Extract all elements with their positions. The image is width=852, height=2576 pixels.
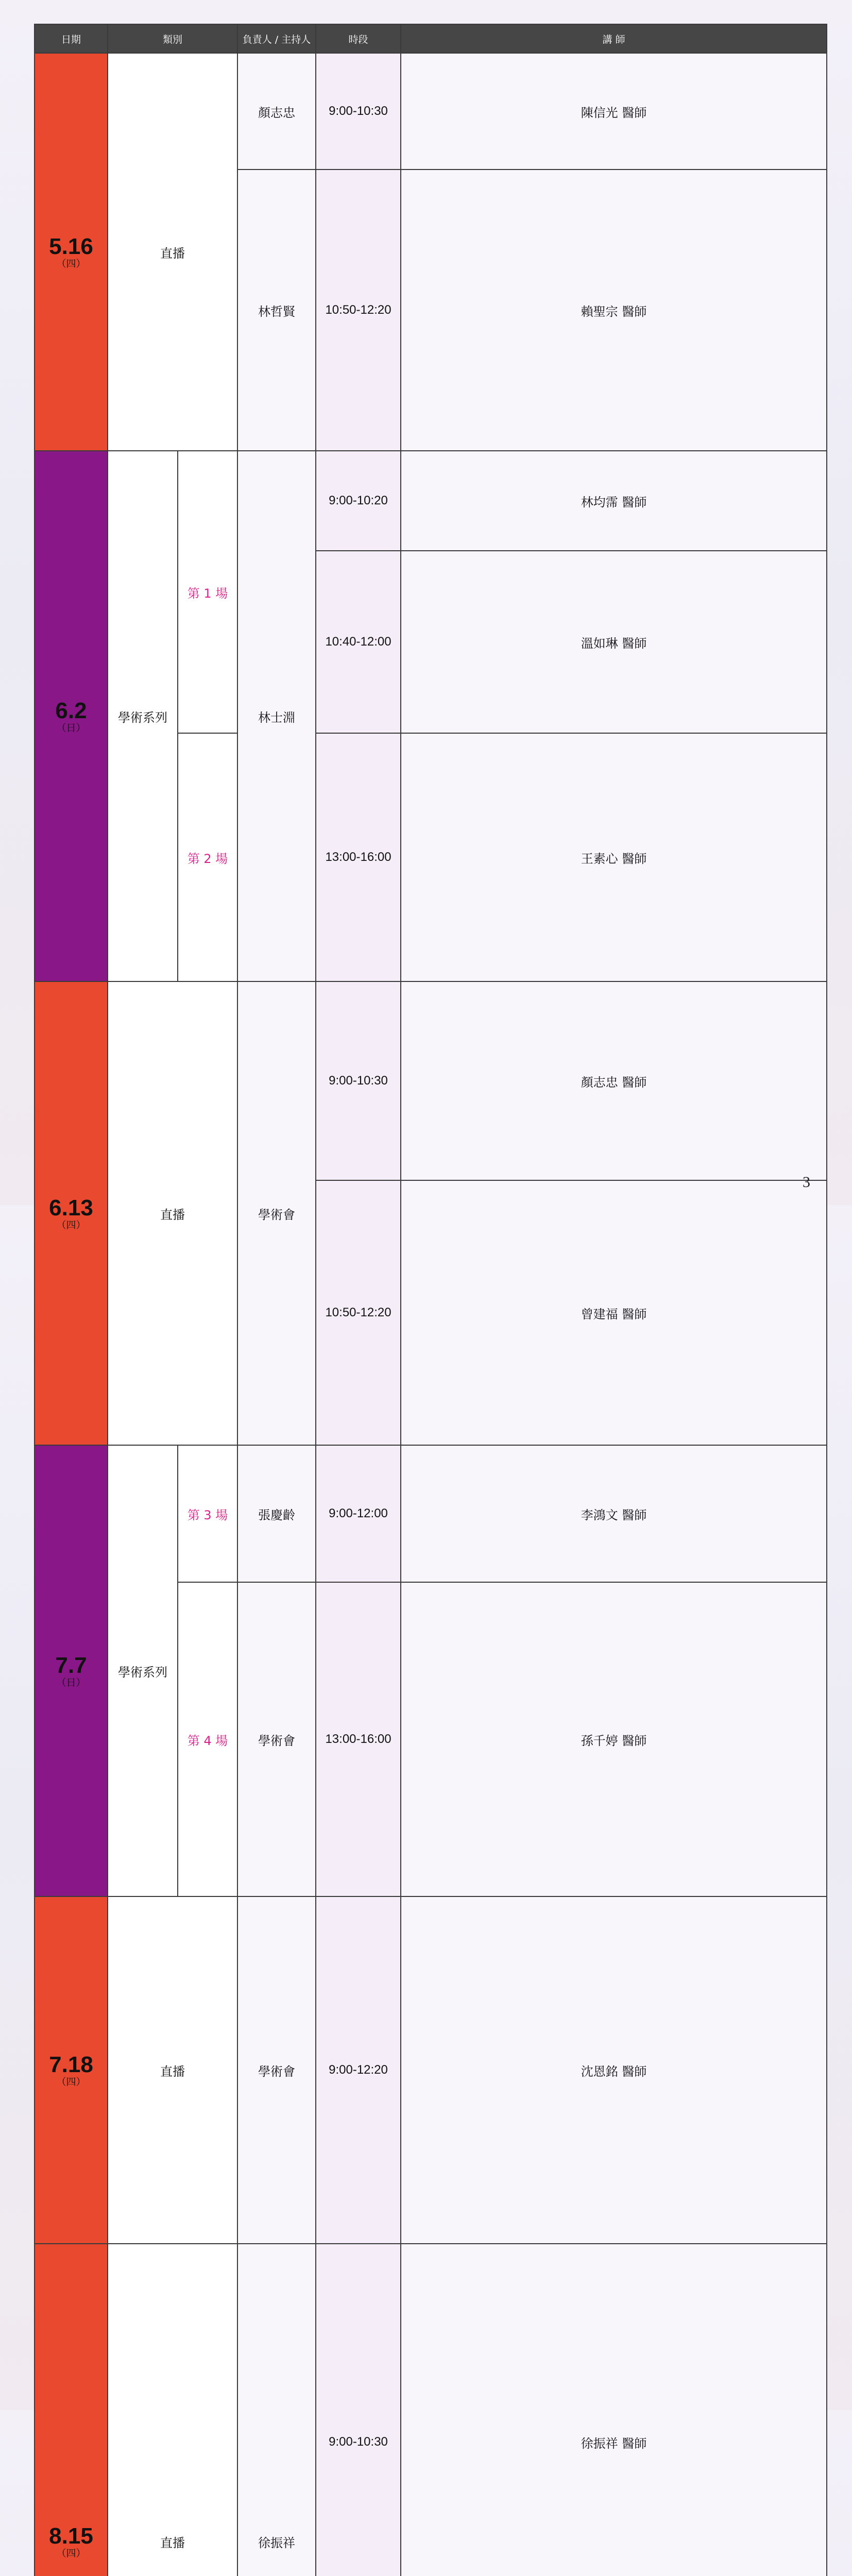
weekday-label: （日） <box>56 1677 86 1688</box>
category-cell: 學術系列 <box>108 1445 178 1896</box>
table-row <box>35 1896 827 2244</box>
header-speaker: 講 師 <box>401 24 827 53</box>
host-cell: 學術會 <box>237 981 316 1445</box>
date-label: 6.2 <box>55 698 87 723</box>
host-cell: 學術會 <box>237 1896 316 2244</box>
date-cell <box>35 2244 108 2576</box>
time-cell: 10:40-12:00 <box>316 551 401 733</box>
speaker-cell: 陳信光 醫師 <box>401 53 827 170</box>
date-label: 6.13 <box>49 1195 93 1221</box>
schedule-body <box>35 53 827 2576</box>
date-cell <box>35 53 108 451</box>
time-cell: 10:50-12:20 <box>316 170 401 451</box>
session-cell: 第 4 場 <box>178 1582 237 1896</box>
host-cell: 徐振祥 <box>237 2244 316 2576</box>
date-label: 8.15 <box>49 2523 93 2549</box>
table-row <box>35 53 827 170</box>
date-label: 5.16 <box>49 234 93 259</box>
time-cell: 9:00-10:20 <box>316 451 401 551</box>
table-row <box>35 1445 827 1582</box>
category-cell: 直播 <box>108 2244 237 2576</box>
time-cell: 13:00-16:00 <box>316 1582 401 1896</box>
host-cell: 林士淵 <box>237 451 316 981</box>
time-cell: 9:00-12:00 <box>316 1445 401 1582</box>
speaker-cell: 沈恩銘 醫師 <box>401 1896 827 2244</box>
date-label: 7.7 <box>55 1653 87 1678</box>
schedule-table <box>34 24 827 2576</box>
header-time: 時段 <box>316 24 401 53</box>
weekday-label: （四） <box>56 2548 86 2559</box>
category-cell: 直播 <box>108 981 237 1445</box>
time-cell: 9:00-10:30 <box>316 53 401 170</box>
speaker-cell: 王素心 醫師 <box>401 733 827 981</box>
speaker-cell: 顏志忠 醫師 <box>401 981 827 1180</box>
table-row <box>35 981 827 1180</box>
speaker-cell: 曾建福 醫師 <box>401 1180 827 1445</box>
speaker-cell: 李鴻文 醫師 <box>401 1445 827 1582</box>
time-cell: 10:50-12:20 <box>316 1180 401 1445</box>
speaker-cell: 林均霈 醫師 <box>401 451 827 551</box>
weekday-label: （四） <box>56 258 86 269</box>
page-number: 3 <box>803 1174 810 1191</box>
date-label: 7.18 <box>49 2052 93 2077</box>
time-cell: 13:00-16:00 <box>316 733 401 981</box>
time-cell: 9:00-10:30 <box>316 981 401 1180</box>
time-cell: 9:00-12:20 <box>316 1896 401 2244</box>
weekday-label: （四） <box>56 2076 86 2088</box>
speaker-cell: 溫如琳 醫師 <box>401 551 827 733</box>
speaker-cell: 賴聖宗 醫師 <box>401 170 827 451</box>
header-host: 負責人 / 主持人 <box>237 24 316 53</box>
date-cell <box>35 1896 108 2244</box>
date-cell <box>35 451 108 981</box>
speaker-cell: 孫千婷 醫師 <box>401 1582 827 1896</box>
host-cell: 林哲賢 <box>237 170 316 451</box>
header-date: 日期 <box>35 24 108 53</box>
table-row <box>35 2244 827 2576</box>
weekday-label: （四） <box>56 1219 86 1231</box>
date-cell <box>35 981 108 1445</box>
category-cell: 直播 <box>108 1896 237 2244</box>
host-cell: 顏志忠 <box>237 53 316 170</box>
weekday-label: （日） <box>56 722 86 734</box>
header-category: 類別 <box>108 24 237 53</box>
date-cell <box>35 1445 108 1896</box>
table-header <box>35 24 827 53</box>
speaker-cell: 徐振祥 醫師 <box>401 2244 827 2576</box>
session-cell: 第 2 場 <box>178 733 237 981</box>
host-cell: 張慶齡 <box>237 1445 316 1582</box>
category-cell: 直播 <box>108 53 237 451</box>
table-row <box>35 451 827 551</box>
session-cell: 第 1 場 <box>178 451 237 733</box>
session-cell: 第 3 場 <box>178 1445 237 1582</box>
category-cell: 學術系列 <box>108 451 178 981</box>
host-cell: 學術會 <box>237 1582 316 1896</box>
time-cell: 9:00-10:30 <box>316 2244 401 2576</box>
